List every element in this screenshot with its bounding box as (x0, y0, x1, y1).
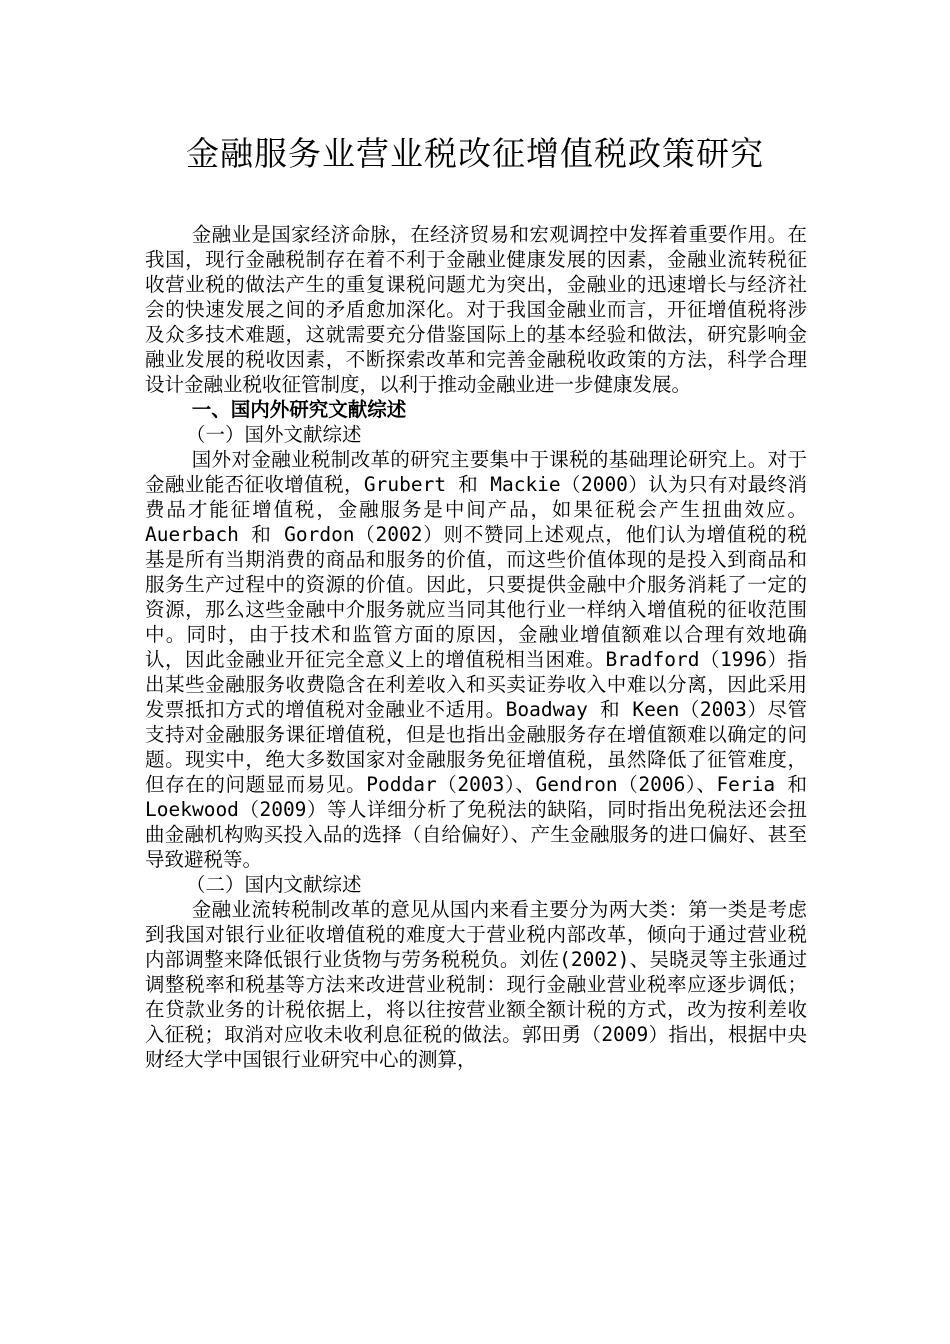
section-heading-1: 一、国内外研究文献综述 (191, 398, 407, 421)
foreign-literature-paragraph: 国外对金融业税制改革的研究主要集中于课税的基础理论研究上。对于金融业能否征收增值税，Grubert 和 Mackie（2000）认为只有对最终消费品才能征增值税，金融服务是中间产品，如果征税会产生扭曲效应。Auerbach 和 Gordon（2002）则不赞同上述观点，他们认为增值税的税基是所有当期消费的商品和服务的价值，而这些价值体现的是投入到商品和服务生产过程中的资源的价值。因此，只要提供金融中介服务消耗了一定的资源，那么这些金融中介服务就应当同其他行业一样纳入增值税的征收范围中。同时，由于技术和监管方面的原因，金融业增值额难以合理有效地确认，因此金融业开征完全意义上的增值税相当困难。Bradford（1996）指出某些金融服务收费隐含在利差收入和买卖证券收入中难以分离，因此采用发票抵扣方式的增值税对金融业不适用。Boadway 和 Keen（2003）尽管支持对金融服务课征增值税，但是也指出金融服务存在增值额难以确定的问题。现实中，绝大多数国家对金融服务免征增值税，虽然降低了征管难度，但存在的问题显而易见。Poddar（2003）、Gendron（2006）、Feria 和 Loekwood（2009）等人详细分析了免税法的缺陷，同时指出免税法还会扭曲金融机构购买投入品的选择（自给偏好）、产生金融服务的进口偏好、甚至导致避税等。 (145, 448, 807, 871)
domestic-literature-paragraph: 金融业流转税制改革的意见从国内来看主要分为两大类：第一类是考虑到我国对银行业征收增值税的难度大于营业税内部改革，倾向于通过营业税内部调整来降低银行业货物与劳务税税负。刘佐(2002)、吴晓灵等主张通过调整税率和税基等方法来改进营业税制：现行金融业营业税率应逐步调低；在贷款业务的计税依据上，将以往按营业额全额计税的方式，改为按利差收入征税；取消对应收未收利息征税的做法。郭田勇（2009）指出，根据中央财经大学中国银行业研究中心的测算， (145, 898, 807, 1071)
intro-paragraph: 金融业是国家经济命脉，在经济贸易和宏观调控中发挥着重要作用。在我国，现行金融税制存在着不利于金融业健康发展的因素，金融业流转税征收营业税的做法产生的重复课税问题尤为突出，金融业的迅速增长与经济社会的快速发展之间的矛盾愈加深化。对于我国金融业而言，开征增值税将涉及众多技术难题，这就需要充分借鉴国际上的基本经验和做法，研究影响金融业发展的税收因素，不断探索改革和完善金融税收政策的方法，科学合理设计金融业税收征管制度，以利于推动金融业进一步健康发展。 (145, 223, 807, 396)
subsection-heading-foreign: （一）国外文献综述 (185, 423, 362, 446)
subsection-heading-domestic: （二）国内文献综述 (185, 873, 362, 896)
document-title: 金融服务业营业税改征增值税政策研究 (186, 134, 764, 173)
document-body (145, 222, 807, 1072)
